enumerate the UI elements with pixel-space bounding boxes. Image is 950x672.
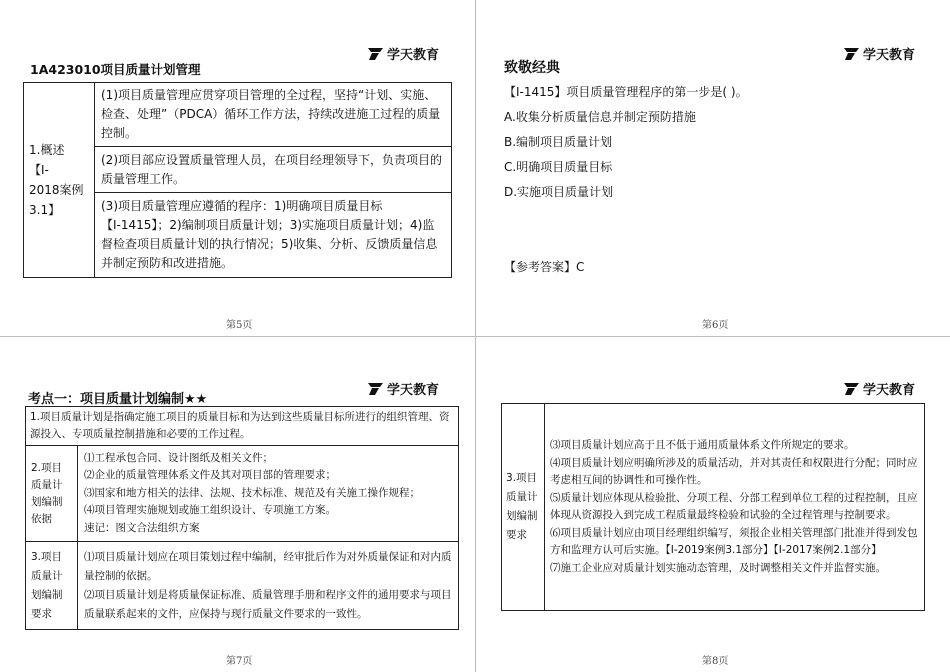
- definition-cell: [26, 407, 459, 446]
- overview-item: (2)项目部应设置质量管理人员，在项目经理领导下，负责项目的质量管理工作。: [101, 152, 443, 186]
- page-number: 第7页: [226, 656, 253, 667]
- overview-label-line: 2018案例: [29, 183, 84, 197]
- overview-item: (1)项目质量管理应贯穿项目管理的全过程，坚持“计划、实施、检查、处理”（PDCA）循环工作方法，持续改进施工过程的质量控制。: [101, 88, 441, 140]
- logo-text: 学天教育: [387, 48, 440, 63]
- overview-item-cell: [95, 147, 452, 193]
- page-divider-horizontal: [0, 336, 950, 337]
- requirement-items-cell: [78, 542, 459, 630]
- requirement-item: ⑴项目质量计划应在项目策划过程中编制，经审批后作为对外质量保证和对内质量控制的依据。: [84, 550, 452, 582]
- basis-mnemonic: 速记：图文合法组织方案: [84, 521, 200, 534]
- logo-text: 学天教育: [387, 383, 440, 398]
- logo-mark-icon: [842, 382, 860, 396]
- requirement-table: [501, 403, 925, 611]
- overview-item: (3)项目质量管理应遵循的程序：1)明确项目质量目标【Ⅰ-1415】；2)编制项目质量计划；3)实施项目质量计划；4)监督检查项目质量计划的执行情况；5)收集、分析、反馈质量信息并制定预防和改进措施。: [101, 199, 438, 270]
- basis-label-line: 划编制: [31, 495, 63, 508]
- slide-page-8: [478, 339, 950, 672]
- requirement-label-line: 3.项目: [31, 550, 63, 563]
- requirement-label-line: 划编制: [506, 510, 538, 522]
- page-number: 第6页: [702, 320, 729, 331]
- basis-label-cell: [26, 446, 78, 542]
- logo-text: 学天教育: [863, 383, 916, 398]
- basis-label-line: 质量计: [31, 478, 63, 491]
- basis-item: ⑴工程承包合同、设计图纸及相关文件；: [84, 451, 273, 464]
- overview-item-cell: [95, 193, 452, 278]
- basis-label-line: 2.项目: [31, 461, 63, 474]
- requirement-item: ⑶项目质量计划应高于且不低于通用质量体系文件所规定的要求。: [550, 439, 855, 451]
- basis-item: ⑶国家和地方相关的法律、法规、技术标准、规范及有关施工操作规程；: [84, 486, 420, 499]
- slide-page-5: [0, 0, 472, 333]
- basis-label-line: 依据: [31, 512, 52, 525]
- requirement-item: ⑸质量计划应体现从检验批、分项工程、分部工程到单位工程的过程控制，且应体现从资源投入到完成工程质量最终检验和试验的全过程管理与控制要求。: [550, 491, 918, 521]
- slide-page-6: [478, 0, 950, 333]
- question-text: 【Ⅰ-1415】项目质量管理程序的第一步是( )。: [504, 85, 748, 99]
- overview-item-cell: [95, 83, 452, 147]
- requirement-label-line: 划编制: [31, 588, 63, 601]
- logo-mark-icon: [842, 47, 860, 61]
- plan-table: [25, 406, 459, 630]
- page-number: 第5页: [226, 320, 253, 331]
- option-a: A.收集分析质量信息并制定预防措施: [504, 110, 696, 124]
- option-d: D.实施项目质量计划: [504, 185, 614, 199]
- requirement-label-line: 要求: [506, 529, 527, 541]
- requirement-item: ⑷项目质量计划应明确所涉及的质量活动，并对其责任和权限进行分配；同时应考虑相互间的协调性和可操作性。: [550, 456, 918, 486]
- logo-mark-icon: [366, 382, 384, 396]
- brand-logo: [366, 379, 439, 398]
- logo-text: 学天教育: [863, 48, 916, 63]
- overview-table: [23, 82, 452, 278]
- overview-label-cell: [24, 83, 95, 278]
- requirement-items-cell: [545, 404, 925, 611]
- option-c: C.明确项目质量目标: [504, 160, 613, 174]
- brand-logo: [842, 379, 915, 398]
- requirement-label-line: 要求: [31, 607, 52, 620]
- page-number: 第8页: [702, 656, 729, 667]
- slide-page-7: [0, 339, 472, 672]
- basis-item: ⑵企业的质量管理体系文件及其对项目部的管理要求；: [84, 469, 336, 482]
- requirement-label-line: 3.项目: [506, 472, 538, 484]
- brand-logo: [366, 44, 439, 63]
- reference-answer: 【参考答案】C: [504, 260, 585, 274]
- page-title: 考点一：项目质量计划编制★★: [28, 392, 208, 407]
- page-title: 致敬经典: [504, 60, 560, 76]
- basis-item: ⑷项目管理实施规划或施工组织设计、专项施工方案。: [84, 504, 336, 517]
- page-title: 1A423010项目质量计划管理: [30, 62, 201, 77]
- logo-mark-icon: [366, 47, 384, 61]
- basis-items-cell: [78, 446, 459, 542]
- overview-label-line: 1.概述: [29, 143, 65, 157]
- requirement-item: ⑵项目质量计划是将质量保证标准、质量管理手册和程序文件的通用要求与项目质量联系起来的文件，应保持与现行质量文件要求的一致性。: [84, 588, 452, 620]
- requirement-label-cell: [26, 542, 78, 630]
- option-b: B.编制项目质量计划: [504, 135, 613, 149]
- definition-text: 1.项目质量计划是指确定施工项目的质量目标和为达到这些质量目标所进行的组织管理、资源投入、专项质量控制措施和必要的工作过程。: [30, 411, 450, 440]
- brand-logo: [842, 44, 915, 63]
- requirement-item: ⑺施工企业应对质量计划实施动态管理，及时调整相关文件并监督实施。: [550, 561, 886, 574]
- requirement-label-line: 质量计: [506, 491, 538, 503]
- requirement-label-line: 质量计: [31, 569, 63, 582]
- overview-label-line: 3.1】: [29, 203, 61, 217]
- requirement-item: ⑹项目质量计划应由项目经理组织编写，须报企业相关管理部门批准并得到发包方和监理方认可后实施。【Ⅰ-2019案例3.1部分】【Ⅰ-2017案例2.1部分】: [550, 526, 918, 556]
- overview-label-line: 【Ⅰ-: [29, 163, 49, 177]
- requirement-label-cell: [502, 404, 545, 611]
